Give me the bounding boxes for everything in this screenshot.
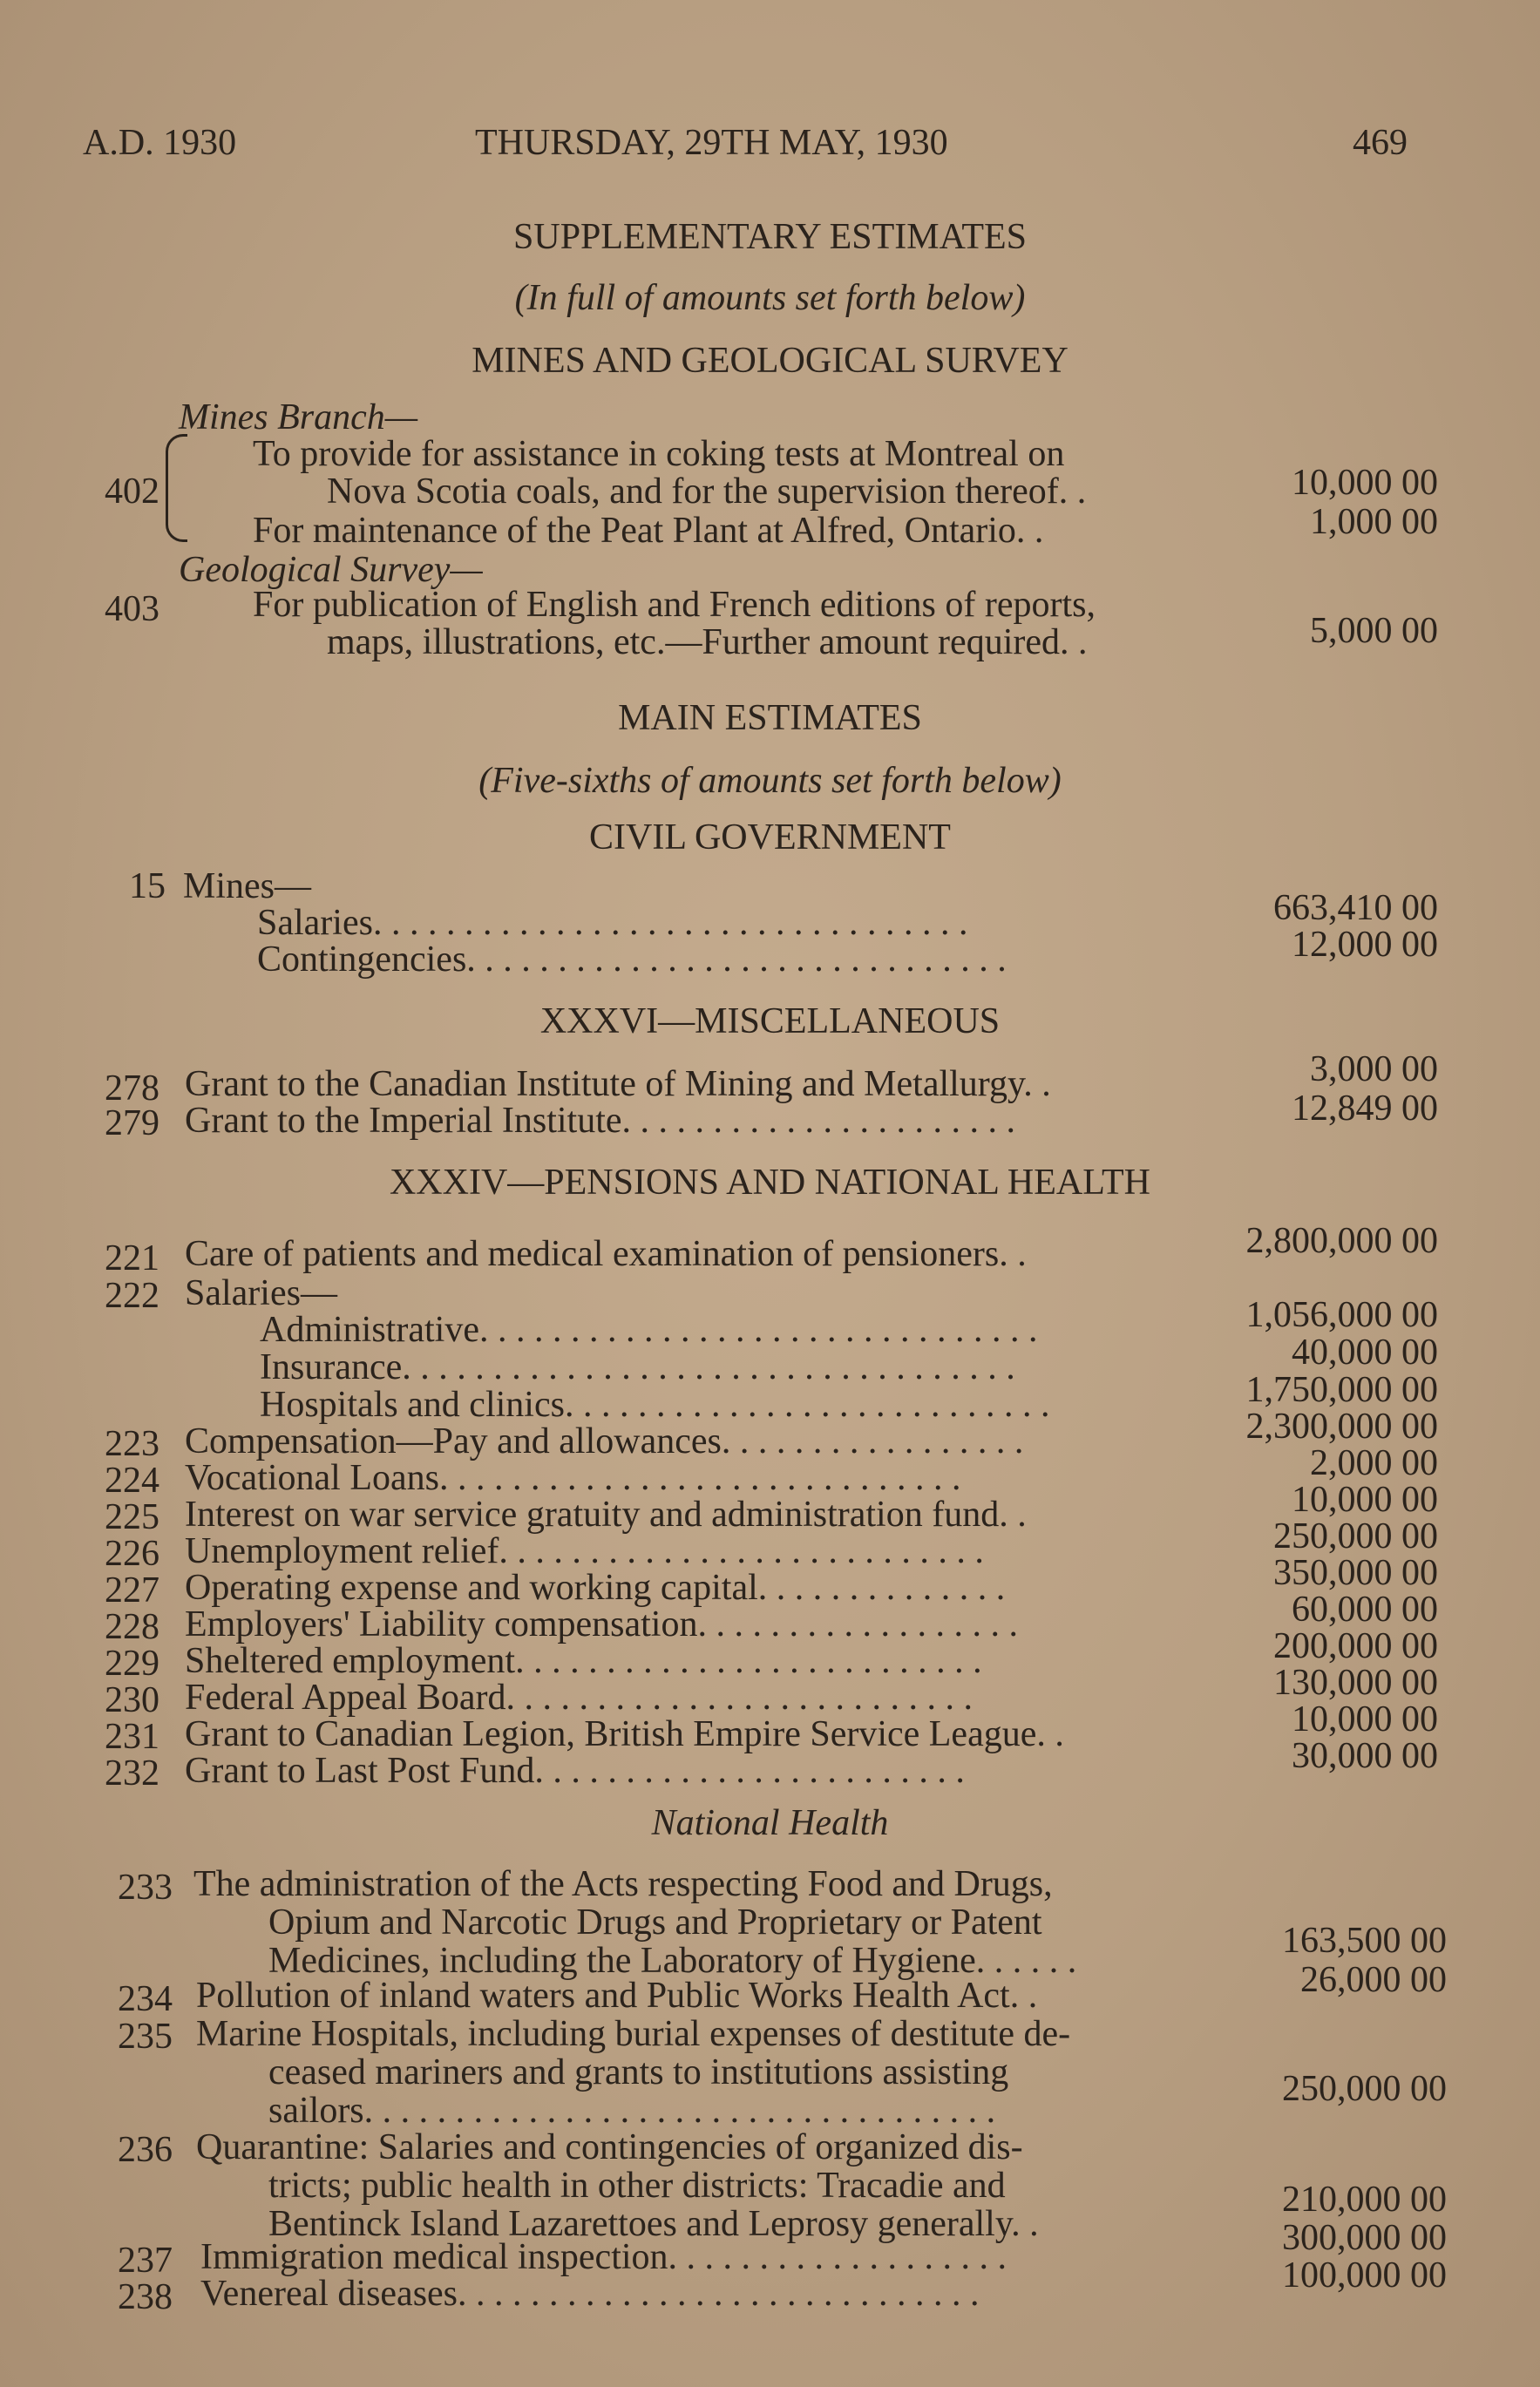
item-226-number: 226 xyxy=(105,1534,159,1574)
item-224-number: 224 xyxy=(105,1461,159,1501)
item-227-text: Operating expense and working capital. . . . . . . . . . . . . . xyxy=(185,1568,1006,1608)
item-226-text: Unemployment relief. . . . . . . . . . . . . . . . . . . . . . . . . . . xyxy=(185,1531,984,1571)
item-234-amount: 26,000 00 xyxy=(1300,1960,1447,2000)
mines-geological-heading: MINES AND GEOLOGICAL SURVEY xyxy=(471,341,1069,381)
item-238-number: 238 xyxy=(118,2277,173,2317)
item-231-text: Grant to Canadian Legion, British Empire Service League. . xyxy=(185,1714,1064,1754)
item-237-text: Immigration medical inspection. . . . . . . . . . . . . . . . . . . xyxy=(200,2237,1007,2277)
item-278-text: Grant to the Canadian Institute of Mining and Metallurgy. . xyxy=(185,1064,1051,1104)
item-233-amount: 163,500 00 xyxy=(1282,1921,1447,1961)
item-225-amount: 10,000 00 xyxy=(1292,1480,1438,1520)
item-237-amount: 300,000 00 xyxy=(1282,2218,1447,2258)
item-278-amount: 3,000 00 xyxy=(1310,1049,1438,1089)
item-236-amount: 210,000 00 xyxy=(1282,2180,1447,2220)
item-231-number: 231 xyxy=(105,1717,159,1757)
header-year: A.D. 1930 xyxy=(83,123,237,163)
item-226-amount: 250,000 00 xyxy=(1273,1516,1438,1556)
item-224-amount: 2,000 00 xyxy=(1310,1443,1438,1483)
item-237-number: 237 xyxy=(118,2241,173,2281)
item-235-line2: ceased mariners and grants to institutions assisting xyxy=(268,2052,1009,2092)
supplementary-subtitle: (In full of amounts set forth below) xyxy=(514,278,1026,318)
item-221-number: 221 xyxy=(105,1238,159,1278)
item-228-number: 228 xyxy=(105,1607,159,1647)
item-402-line2: Nova Scotia coals, and for the supervision thereof. . xyxy=(327,471,1087,512)
page-header xyxy=(83,122,1408,174)
item-403-line1: For publication of English and French editions of reports, xyxy=(253,585,1096,625)
item-403-amount: 5,000 00 xyxy=(1310,611,1438,651)
item-221-text: Care of patients and medical examination of pensioners. . xyxy=(185,1234,1027,1274)
item-223-number: 223 xyxy=(105,1424,159,1464)
item-278-number: 278 xyxy=(105,1068,159,1109)
item-402-line3: For maintenance of the Peat Plant at Alfred, Ontario. . xyxy=(253,511,1044,551)
item-233-number: 233 xyxy=(118,1868,173,1908)
item-402-amount2: 1,000 00 xyxy=(1310,502,1438,542)
geological-survey-label: Geological Survey— xyxy=(179,550,483,590)
item-222-text: Salaries— xyxy=(185,1273,337,1313)
pensions-heading: XXXIV—PENSIONS AND NATIONAL HEALTH xyxy=(389,1163,1151,1203)
item-230-amount: 130,000 00 xyxy=(1273,1663,1438,1703)
item-233-line3: Medicines, including the Laboratory of Hygiene. . . . . . xyxy=(268,1941,1077,1981)
sub-222-hospitals: Hospitals and clinics. . . . . . . . . . . . . . . . . . . . . . . . . . . xyxy=(260,1385,1050,1425)
item-223-text: Compensation—Pay and allowances. . . . . . . . . . . . . . . . . xyxy=(185,1421,1024,1461)
item-236-line2: tricts; public health in other districts: Tracadie and xyxy=(268,2166,1006,2206)
contingencies-line: Contingencies. . . . . . . . . . . . . . . . . . . . . . . . . . . . . . xyxy=(257,939,1007,980)
page-number: 469 xyxy=(1353,123,1408,163)
item-227-amount: 350,000 00 xyxy=(1273,1553,1438,1593)
item-229-text: Sheltered employment. . . . . . . . . . . . . . . . . . . . . . . . . . xyxy=(185,1641,982,1681)
item-224-text: Vocational Loans. . . . . . . . . . . . . . . . . . . . . . . . . . . . . xyxy=(185,1458,961,1498)
item-233-line1: The administration of the Acts respecting Food and Drugs, xyxy=(193,1864,1053,1904)
item-234-text: Pollution of inland waters and Public Works Health Act. . xyxy=(196,1976,1038,2016)
sub-222-insurance: Insurance. . . . . . . . . . . . . . . . . . . . . . . . . . . . . . . . . . xyxy=(260,1347,1015,1387)
item-279-amount: 12,849 00 xyxy=(1292,1088,1438,1129)
sub-222-insurance-amount: 40,000 00 xyxy=(1292,1333,1438,1373)
item-279-text: Grant to the Imperial Institute. . . . . . . . . . . . . . . . . . . . . . xyxy=(185,1101,1016,1141)
item-402-amount1: 10,000 00 xyxy=(1292,463,1438,503)
item-234-number: 234 xyxy=(118,1979,173,2019)
main-estimates-title: MAIN ESTIMATES xyxy=(618,698,922,738)
item-228-text: Employers' Liability compensation. . . . . . . . . . . . . . . . . . xyxy=(185,1604,1018,1644)
main-estimates-subtitle: (Five-sixths of amounts set forth below) xyxy=(478,761,1062,801)
item-223-amount: 2,300,000 00 xyxy=(1245,1407,1438,1447)
mines-label: Mines— xyxy=(183,866,311,906)
sub-222-administrative: Administrative. . . . . . . . . . . . . . . . . . . . . . . . . . . . . . . xyxy=(260,1310,1038,1350)
miscellaneous-heading: XXXVI—MISCELLANEOUS xyxy=(539,1001,1001,1041)
item-232-amount: 30,000 00 xyxy=(1292,1736,1438,1776)
item-229-number: 229 xyxy=(105,1644,159,1684)
item-238-amount: 100,000 00 xyxy=(1282,2255,1447,2295)
item-225-text: Interest on war service gratuity and administration fund. . xyxy=(185,1495,1027,1535)
item-222-number: 222 xyxy=(105,1276,159,1316)
item-230-text: Federal Appeal Board. . . . . . . . . . . . . . . . . . . . . . . . . . xyxy=(185,1678,974,1718)
item-231-amount: 10,000 00 xyxy=(1292,1699,1438,1739)
item-233-line2: Opium and Narcotic Drugs and Proprietary or Patent xyxy=(268,1902,1042,1943)
item-221-amount: 2,800,000 00 xyxy=(1245,1221,1438,1261)
item-238-text: Venereal diseases. . . . . . . . . . . . . . . . . . . . . . . . . . . . . xyxy=(200,2274,980,2314)
national-health-heading: National Health xyxy=(651,1803,889,1843)
item-227-number: 227 xyxy=(105,1570,159,1611)
salaries-amount: 663,410 00 xyxy=(1273,888,1438,928)
item-235-number: 235 xyxy=(118,2017,173,2057)
item-236-number: 236 xyxy=(118,2130,173,2170)
item-402-number: 402 xyxy=(105,471,159,512)
mines-branch-label: Mines Branch— xyxy=(179,397,418,437)
item-236-line3: Bentinck Island Lazarettoes and Leprosy generally. . xyxy=(268,2204,1039,2244)
item-228-amount: 60,000 00 xyxy=(1292,1590,1438,1630)
header-date: THURSDAY, 29TH MAY, 1930 xyxy=(475,123,948,163)
salaries-line: Salaries. . . . . . . . . . . . . . . . . . . . . . . . . . . . . . . . . xyxy=(257,903,968,943)
item-235-amount: 250,000 00 xyxy=(1282,2069,1447,2109)
item-232-number: 232 xyxy=(105,1753,159,1794)
item-225-number: 225 xyxy=(105,1497,159,1537)
item-15-number: 15 xyxy=(129,866,166,906)
item-236-line1: Quarantine: Salaries and contingencies of organized dis- xyxy=(196,2127,1023,2167)
sub-222-hospitals-amount: 1,750,000 00 xyxy=(1245,1370,1438,1410)
item-235-line1: Marine Hospitals, including burial expenses of destitute de- xyxy=(196,2014,1071,2054)
item-279-number: 279 xyxy=(105,1103,159,1143)
sub-222-administrative-amount: 1,056,000 00 xyxy=(1245,1295,1438,1335)
item-230-number: 230 xyxy=(105,1680,159,1720)
item-232-text: Grant to Last Post Fund. . . . . . . . . . . . . . . . . . . . . . . . xyxy=(185,1751,965,1791)
item-235-line3: sailors. . . . . . . . . . . . . . . . . . . . . . . . . . . . . . . . . . . xyxy=(268,2091,996,2131)
item-229-amount: 200,000 00 xyxy=(1273,1626,1438,1666)
contingencies-amount: 12,000 00 xyxy=(1292,925,1438,965)
item-402-line1: To provide for assistance in coking tests at Montreal on xyxy=(253,434,1065,474)
supplementary-title: SUPPLEMENTARY ESTIMATES xyxy=(513,217,1027,257)
item-403-line2: maps, illustrations, etc.—Further amount required. . xyxy=(327,622,1088,662)
item-403-number: 403 xyxy=(105,589,159,629)
civil-government-heading: CIVIL GOVERNMENT xyxy=(589,817,951,858)
